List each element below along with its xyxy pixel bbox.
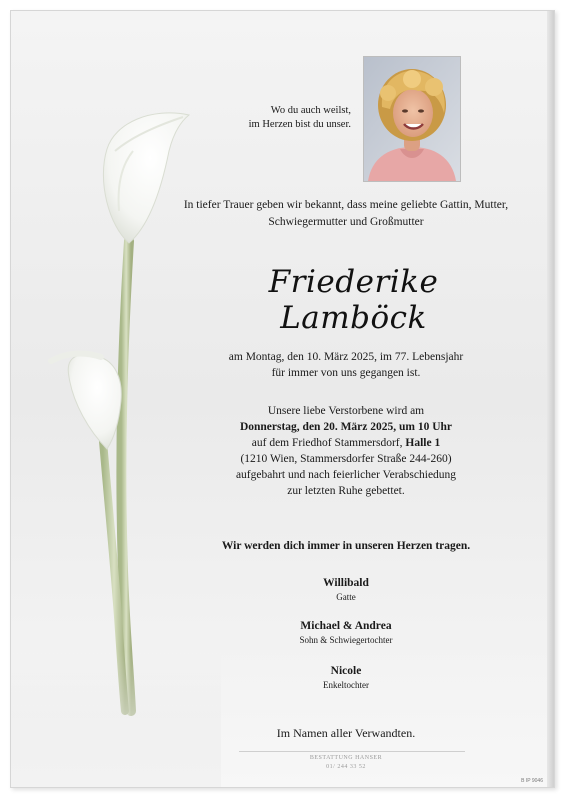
funeral-line-5: zur letzten Ruhe gebettet.	[287, 485, 405, 497]
mourner-name: Willibald	[323, 577, 369, 589]
quote-line-1: Wo du auch weilst,	[270, 105, 351, 116]
funeral-line-4: aufgebahrt und nach feierlicher Verabschiedung	[235, 469, 457, 481]
funeral-hall: Halle 1	[405, 437, 441, 449]
mourner-entry	[161, 576, 531, 604]
quote-line-2: im Herzen bist du unser.	[248, 119, 351, 130]
closing-text: Im Namen aller Verwandten.	[276, 726, 416, 740]
parte-card	[10, 10, 555, 788]
funeral-details	[161, 403, 531, 499]
funeral-date: Donnerstag, den 20. März 2025, um 10 Uhr	[239, 421, 453, 433]
deceased-name: Friederike Lamböck	[268, 264, 439, 336]
footer-company: BESTATTUNG HANSER	[309, 755, 383, 761]
motto: Wir werden dich immer in unseren Herzen tragen.	[221, 540, 471, 552]
mourner-entry	[161, 619, 531, 647]
footer-divider	[239, 751, 465, 752]
funeral-intro: Unsere liebe Verstorbene wird am	[267, 405, 425, 417]
funeral-place	[161, 435, 531, 451]
intro-text: In tiefer Trauer geben wir bekannt, dass meine geliebte Gattin, Mutter, Schwiegermutter und Großmutter	[183, 199, 509, 228]
funeral-address: (1210 Wien, Stammersdorfer Straße 244-260)	[240, 453, 452, 465]
mourner-name: Michael & Andrea	[300, 620, 392, 632]
mourner-role: Gatte	[336, 592, 356, 602]
funeral-place-prefix: auf dem Friedhof Stammersdorf,	[251, 437, 406, 449]
mourner-name: Nicole	[330, 665, 362, 677]
death-notice-line-2: für immer von uns gegangen ist.	[271, 367, 421, 379]
mourner-role: Enkeltochter	[323, 680, 369, 690]
mourner-entry	[161, 664, 531, 692]
footer	[161, 754, 531, 772]
footer-phone: 01/ 244 33 52	[326, 764, 366, 770]
portrait-photo	[363, 56, 461, 182]
quote	[201, 104, 351, 132]
mourner-role: Sohn & Schwiegertochter	[299, 635, 393, 645]
death-notice-line-1: am Montag, den 10. März 2025, im 77. Lebensjahr	[228, 351, 464, 363]
death-notice	[161, 349, 531, 381]
document-code: B IP 9046	[521, 778, 543, 784]
